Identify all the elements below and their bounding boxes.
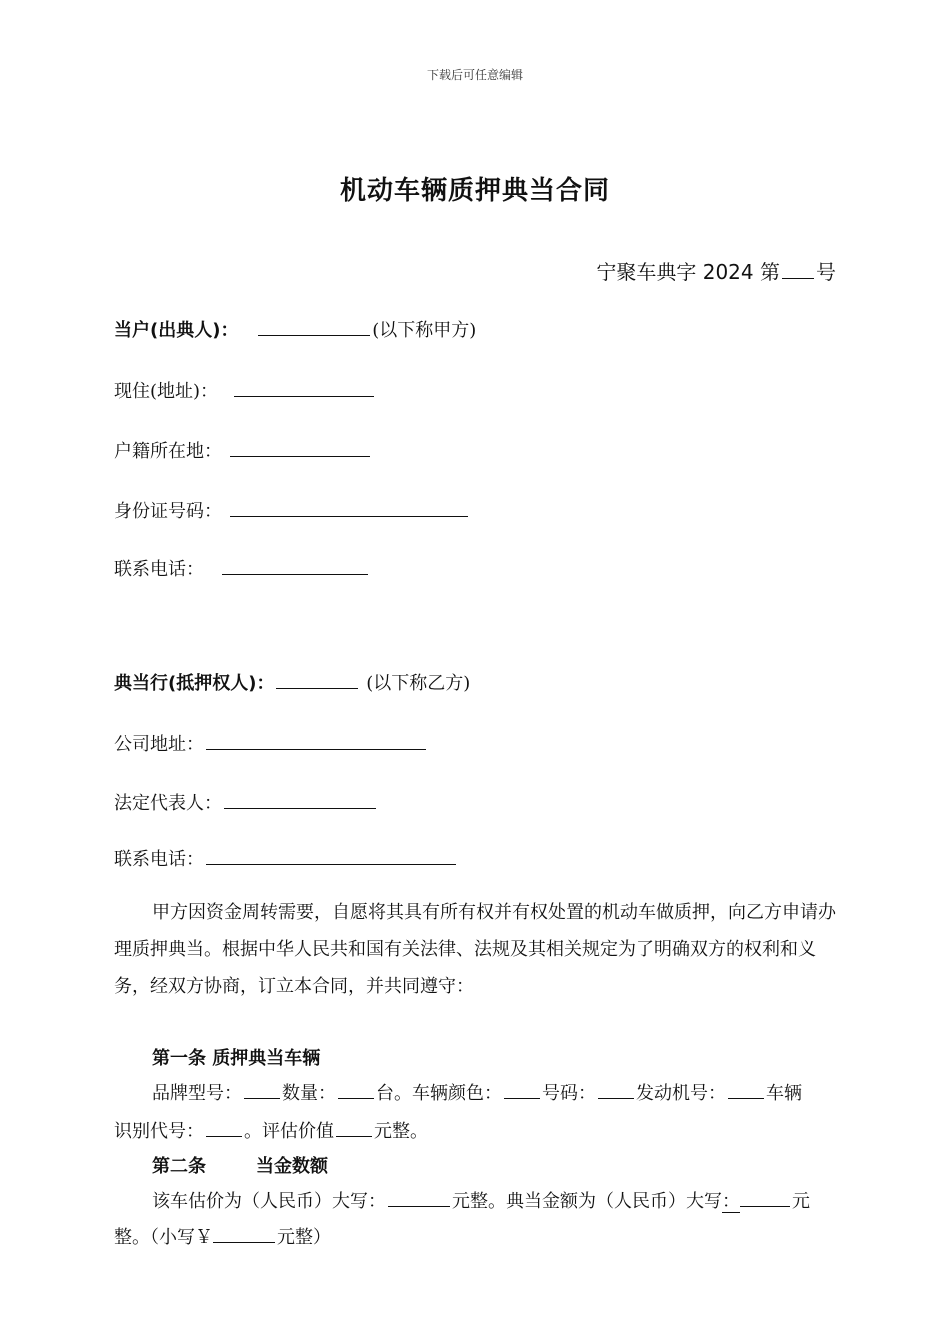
party-a-domicile-blank[interactable] (230, 438, 370, 457)
clause-2-title: 当金数额 (256, 1156, 328, 1177)
party-a-name-blank[interactable] (258, 317, 370, 336)
engine-blank[interactable] (728, 1080, 764, 1099)
clause-1-color-label: 台。车辆颜色： (376, 1083, 502, 1104)
party-a-phone-blank[interactable] (222, 556, 368, 575)
party-b-address-line (114, 730, 428, 756)
clause-1-brand-label: 品牌型号： (152, 1083, 242, 1104)
page-title: 机动车辆质押典当合同 (339, 176, 610, 206)
amount-blank[interactable] (740, 1188, 790, 1207)
clause-1-vehicle-label: 车辆 (766, 1083, 802, 1104)
party-b-label: 典当行(抵押权人)： (114, 673, 275, 694)
party-a-id-line (114, 497, 470, 523)
clause-2-line-1 (152, 1187, 810, 1213)
clause-2-line-2 (114, 1223, 331, 1249)
lowercase-amount-blank[interactable] (213, 1224, 275, 1243)
clause-2-number: 第二条 (152, 1156, 206, 1177)
party-a-phone-label: 联系电话： (114, 559, 204, 580)
clause-2-amount-label: 元整。典当金额为（人民币）大写 (452, 1191, 722, 1212)
party-a-phone-line (114, 555, 370, 581)
document-number-prefix: 宁聚车典字 2024 第 (596, 260, 780, 284)
valuation-blank[interactable] (336, 1118, 372, 1137)
document-number (596, 256, 836, 285)
party-b-rep-label: 法定代表人： (114, 793, 222, 814)
party-a-address-line (114, 377, 376, 403)
header-note: 下载后可任意编辑 (426, 68, 523, 82)
brand-blank[interactable] (244, 1080, 280, 1099)
party-b-phone-label: 联系电话： (114, 849, 204, 870)
party-b-rep-blank[interactable] (224, 790, 376, 809)
party-a-id-blank[interactable] (230, 498, 468, 517)
clause-1-line-2 (114, 1117, 428, 1143)
party-b-address-label: 公司地址： (114, 734, 204, 755)
party-b-suffix: (以下称乙方) (366, 673, 471, 694)
party-b-phone-line (114, 845, 458, 871)
party-b-address-blank[interactable] (206, 731, 426, 750)
party-a-domicile-line (114, 437, 372, 463)
party-a-label: 当户(出典人)： (114, 320, 239, 341)
clause-1-vin-label: 识别代号： (114, 1121, 204, 1142)
vin-blank[interactable] (206, 1118, 242, 1137)
party-b-rep-line (114, 789, 378, 815)
clause-1-plate-label: 号码： (542, 1083, 596, 1104)
clause-2-heading (152, 1152, 328, 1178)
intro-text: 甲方因资金周转需要，自愿将其具有所有权并有权处置的机动车做质押，向乙方申请办理质押典当。根据中华人民共和国有关法律、法规及其相关规定为了明确双方的权利和义务，经双方协商，订立本合同，并共同遵守： (114, 902, 836, 997)
party-a-suffix: (以下称甲方) (372, 320, 477, 341)
clause-2-yuan-label: 元 (792, 1191, 810, 1212)
estimate-blank[interactable] (388, 1188, 450, 1207)
document-number-suffix: 号 (816, 260, 836, 284)
color-blank[interactable] (504, 1080, 540, 1099)
party-a-id-label: 身份证号码： (114, 501, 222, 522)
party-a-domicile-label: 户籍所在地： (114, 441, 222, 462)
party-a-address-label: 现住(地址)： (114, 381, 219, 402)
clause-2-lowercase-label: 整。（小写￥ (114, 1227, 213, 1248)
clause-1-line-1 (152, 1079, 802, 1105)
party-b-line (114, 669, 470, 695)
clause-1-engine-label: 发动机号： (636, 1083, 726, 1104)
intro-paragraph (114, 894, 836, 1005)
clause-1-heading: 第一条 质押典当车辆 (152, 1048, 321, 1069)
clause-2-end-label: 元整） (277, 1227, 331, 1248)
clause-1-qty-label: 数量： (282, 1083, 336, 1104)
party-b-phone-blank[interactable] (206, 846, 456, 865)
party-a-line (114, 316, 476, 342)
party-b-name-blank[interactable] (276, 670, 358, 689)
quantity-blank[interactable] (338, 1080, 374, 1099)
clause-2-colon: ： (722, 1191, 740, 1212)
party-a-address-blank[interactable] (234, 378, 374, 397)
document-number-blank[interactable] (782, 260, 814, 279)
clause-1-yuan-label: 元整。 (374, 1121, 428, 1142)
plate-blank[interactable] (598, 1080, 634, 1099)
clause-1-valuation-label: 。评估价值 (244, 1121, 334, 1142)
clause-2-estimate-label: 该车估价为（人民币）大写： (152, 1191, 386, 1212)
